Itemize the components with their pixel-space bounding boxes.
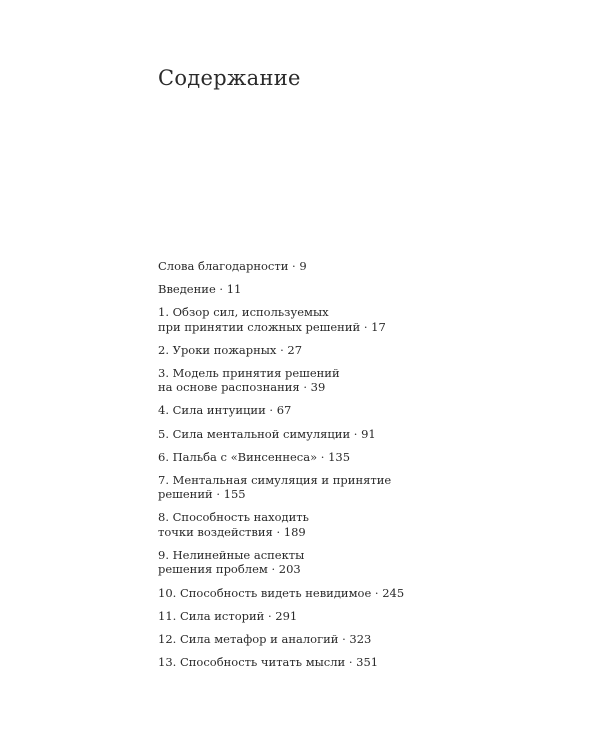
toc-entry-line: 7. Ментальная симуляция и принятие: [158, 472, 392, 487]
toc-entry-line: 3. Модель принятия решений: [158, 365, 340, 380]
toc-entry-chapter-3: [158, 366, 558, 395]
toc-entry-line: 11. Сила историй · 291: [158, 608, 298, 623]
toc-entry-chapter-11: [158, 609, 558, 624]
toc-entry-chapter-5: [158, 427, 558, 442]
toc-entry-line: при принятии сложных решений · 17: [158, 319, 386, 334]
toc-entry-chapter-10: [158, 586, 558, 601]
toc-entry-line: решения проблем · 203: [158, 562, 301, 577]
page-title: Содержание: [158, 66, 301, 90]
toc-entry-line: 4. Сила интуиции · 67: [158, 403, 292, 418]
toc-entry-chapter-4: [158, 403, 558, 418]
toc-entry-line: на основе распознания · 39: [158, 380, 326, 395]
toc-entry-line: 2. Уроки пожарных · 27: [158, 342, 303, 357]
toc-entry-line: 10. Способность видеть невидимое · 245: [158, 585, 405, 600]
toc-entry-line: решений · 155: [158, 487, 246, 502]
toc-entry-line: 6. Пальба с «Винсеннеса» · 135: [158, 449, 351, 464]
toc-entry-acknowledgements: [158, 259, 558, 274]
toc-entry-chapter-7: [158, 473, 558, 502]
table-of-contents: [158, 259, 558, 678]
toc-entry-chapter-6: [158, 450, 558, 465]
toc-entry-line: 9. Нелинейные аспекты: [158, 547, 305, 562]
toc-entry-chapter-8: [158, 510, 558, 539]
toc-entry-chapter-13: [158, 655, 558, 670]
toc-entry-introduction: [158, 282, 558, 297]
toc-entry-chapter-1: [158, 305, 558, 334]
toc-entry-line: 13. Способность читать мысли · 351: [158, 654, 379, 669]
toc-entry-line: Введение · 11: [158, 282, 242, 297]
toc-entry-line: 5. Сила ментальной симуляции · 91: [158, 426, 376, 441]
toc-entry-line: 12. Сила метафор и аналогий · 323: [158, 631, 372, 646]
toc-entry-chapter-9: [158, 548, 558, 577]
toc-entry-line: Слова благодарности · 9: [158, 259, 307, 273]
toc-entry-line: 1. Обзор сил, используемых: [158, 305, 329, 320]
toc-entry-chapter-2: [158, 343, 558, 358]
toc-entry-line: точки воздействия · 189: [158, 524, 306, 539]
toc-entry-line: 8. Способность находить: [158, 510, 309, 525]
toc-entry-chapter-12: [158, 632, 558, 647]
